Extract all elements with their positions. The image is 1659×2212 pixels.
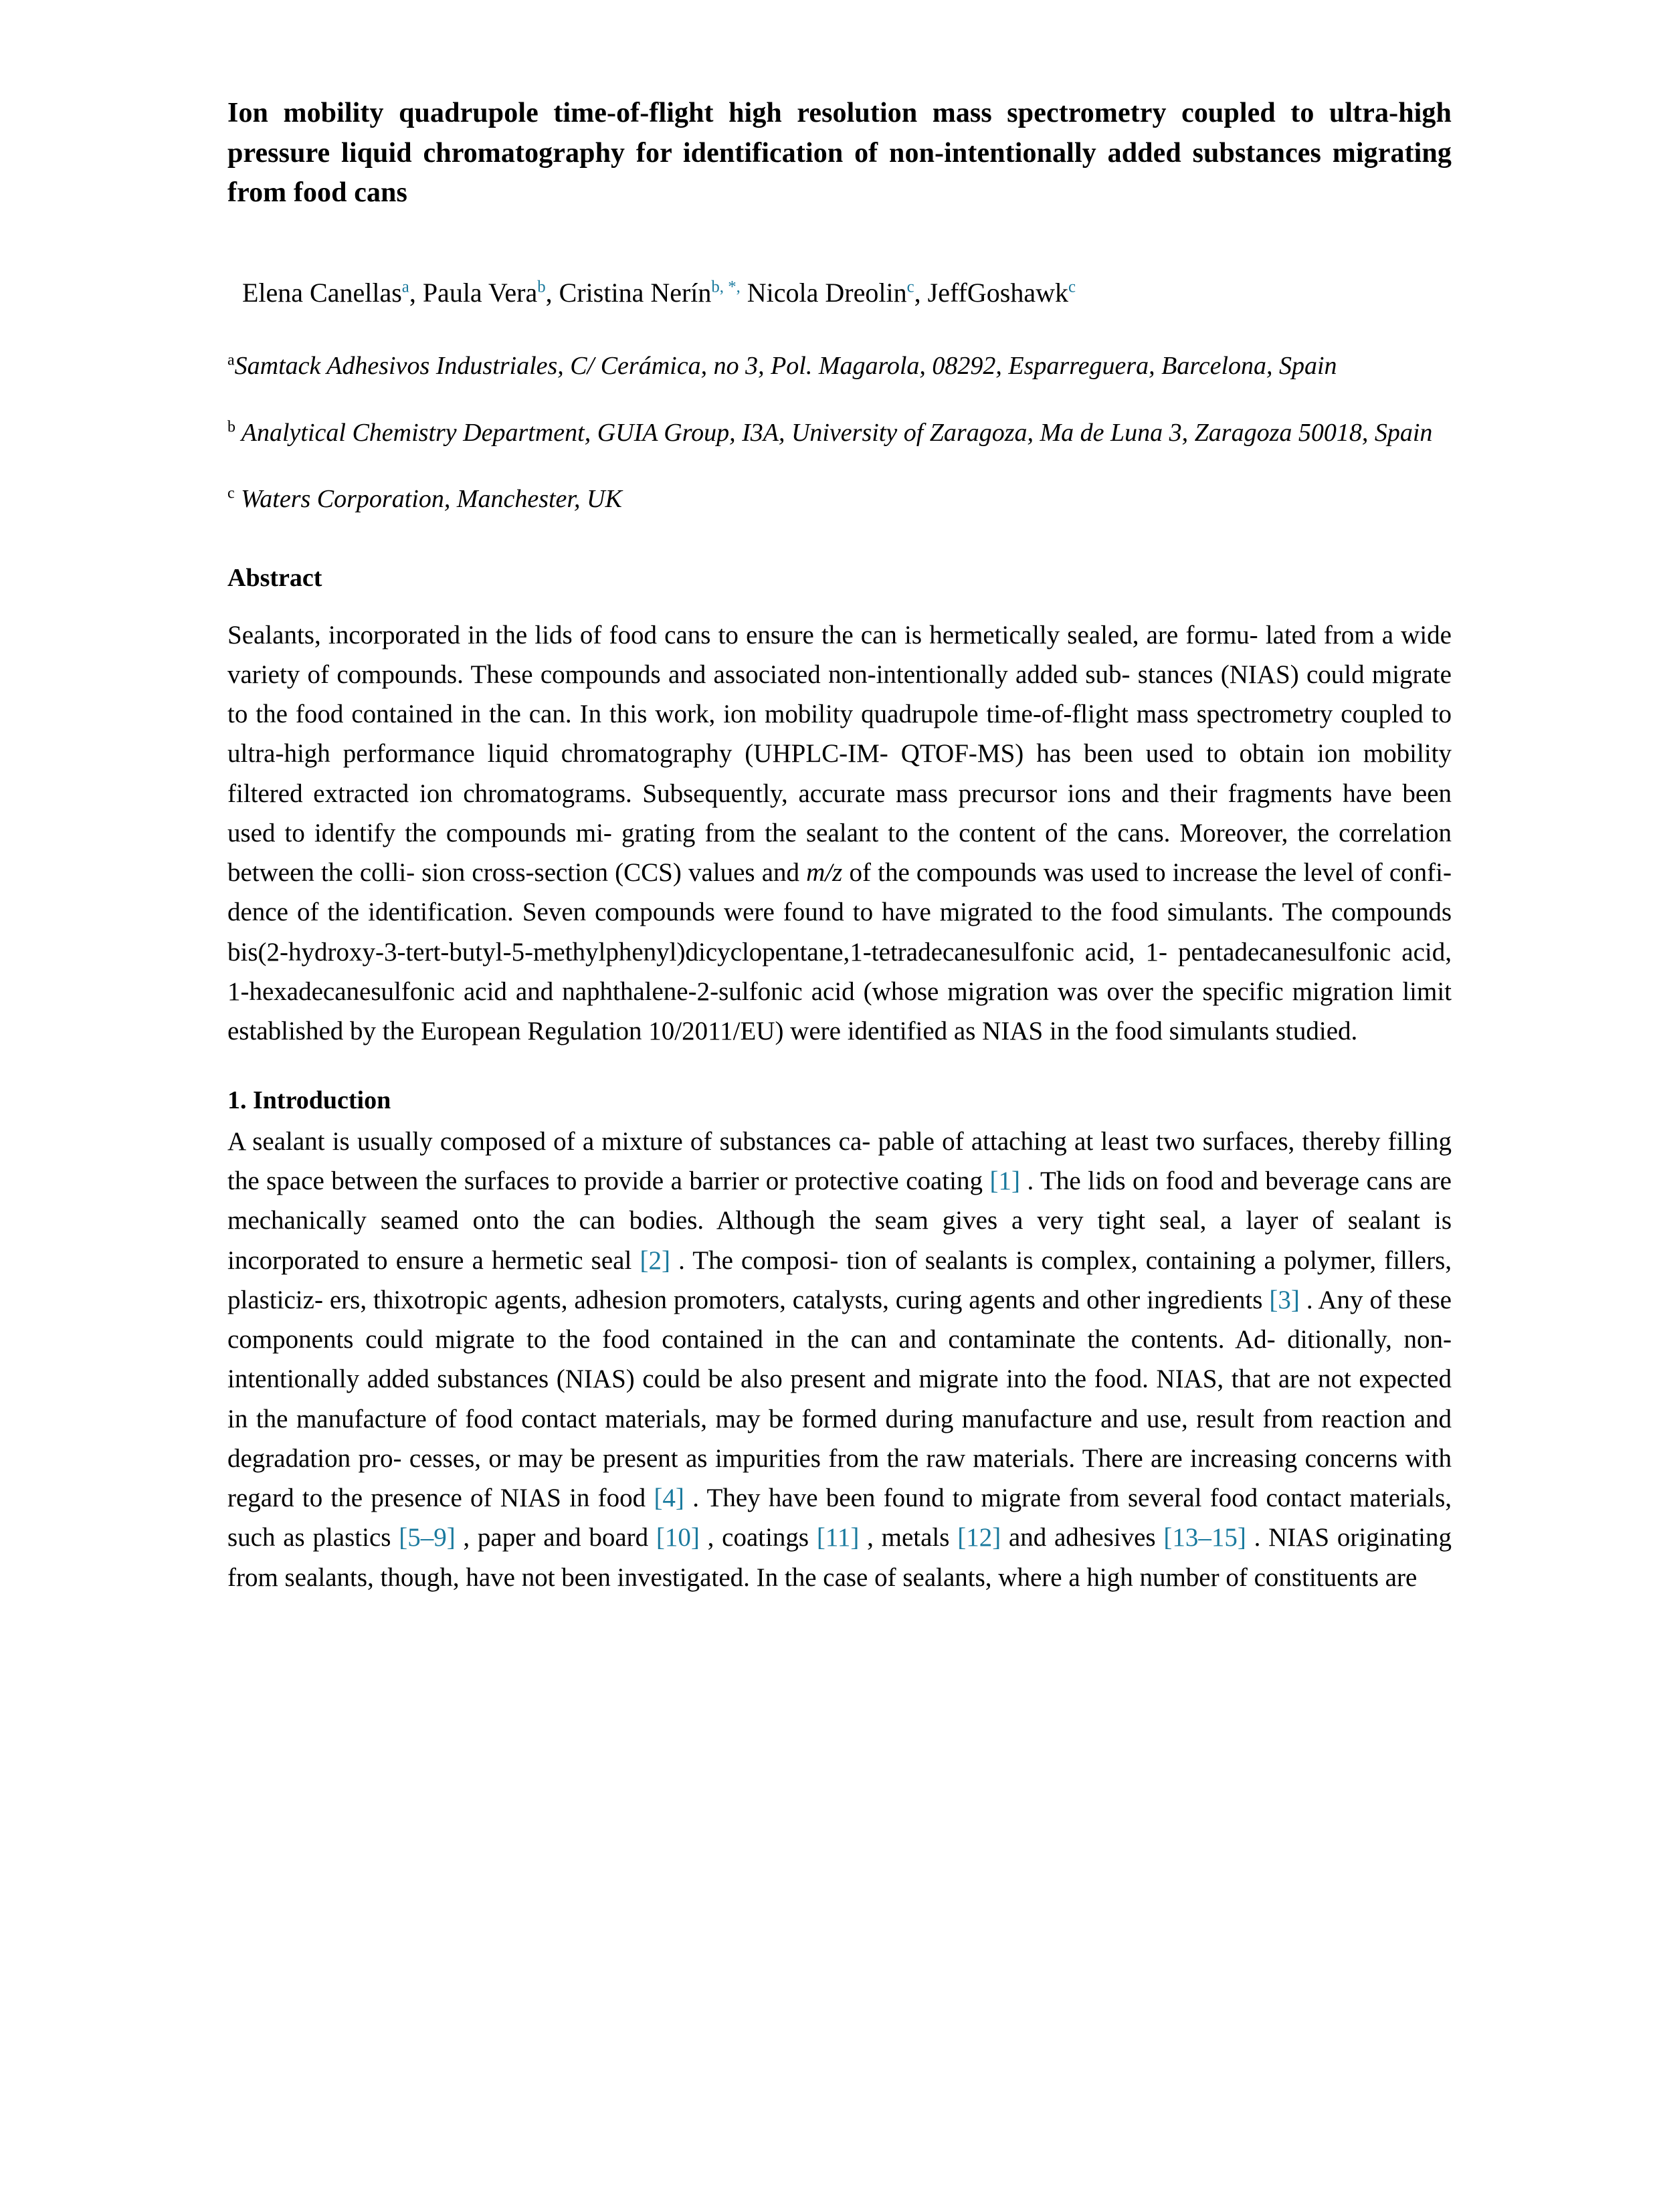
affiliation-text-b: Analytical Chemistry Department, GUIA Group, I3A, University of Zaragoza, Ma de Luna 3, Zaragoza 50018, Spain <box>235 418 1433 447</box>
intro-text-2: . The composi- tion of sealants is complex, containing a polymer, fillers, plasticiz- ers, thixotropic agents, adhesion promoters, catalysts, curing agents and other ingredients <box>227 1245 1452 1314</box>
citation-12[interactable]: [12] <box>957 1523 1001 1552</box>
citation-5-9[interactable]: [5–9] <box>399 1523 456 1552</box>
author-name-4: Nicola Dreolin <box>747 277 907 308</box>
citation-4[interactable]: [4] <box>654 1484 684 1513</box>
page-title: Ion mobility quadrupole time-of-flight high resolution mass spectrometry coupled to ultra-high pressure liquid chromatography for identification of non-intentionally added substances migrating from food cans <box>227 98 1452 209</box>
citation-11[interactable]: [11] <box>816 1523 860 1552</box>
intro-text-6: , coatings <box>699 1523 817 1552</box>
author-separator-2: , <box>545 277 559 308</box>
affiliation-b <box>227 414 1452 453</box>
abstract-heading: Abstract <box>227 564 322 593</box>
introduction-heading: 1. Introduction <box>227 1086 391 1115</box>
abstract-italic-mz: m/z <box>806 858 843 888</box>
citation-10[interactable]: [10] <box>656 1523 700 1552</box>
intro-text-0: A sealant is usually composed of a mixture of substances ca- pable of attaching at least two surfaces, thereby filling the space between the surfaces to provide a barrier or protective coating <box>227 1126 1452 1196</box>
author-affil-marker-3: b <box>711 278 720 296</box>
intro-text-4: . They have been found to migrate from several food contact materials, such as plastics <box>227 1484 1452 1552</box>
affiliation-marker-b: b <box>227 417 235 435</box>
affiliation-c <box>227 480 1452 519</box>
affiliation-marker-a: a <box>227 351 235 369</box>
intro-text-1: . The lids on food and beverage cans are mechanically seamed onto the can bodies. Although the seam gives a very tight seal, a layer of sealant is incorporated to ensure a hermetic seal <box>227 1167 1452 1275</box>
author-affil-marker-4: c <box>906 278 914 296</box>
citation-3[interactable]: [3] <box>1269 1285 1300 1314</box>
citation-2[interactable]: [2] <box>640 1245 670 1275</box>
affiliation-a <box>227 347 1452 386</box>
intro-text-5: , paper and board <box>455 1523 656 1552</box>
author-name-5: JeffGoshawk <box>927 277 1068 308</box>
author-name-3: Cristina Nerín <box>559 277 712 308</box>
page-content <box>227 94 1452 1597</box>
affiliation-marker-c: c <box>227 484 235 502</box>
introduction-paragraph <box>227 1122 1452 1597</box>
author-separator-1: , <box>409 277 423 308</box>
citation-13-15[interactable]: [13–15] <box>1163 1523 1246 1552</box>
author-name-2: Paula Vera <box>422 277 538 308</box>
intro-text-7: , metals <box>859 1523 958 1552</box>
author-affil-marker-5: c <box>1068 278 1076 296</box>
author-name-1: Elena Canellas <box>242 277 402 308</box>
abstract-paragraph <box>227 615 1452 1051</box>
abstract-text-part-1: Sealants, incorporated in the lids of food cans to ensure the can is hermetically sealed, are formu- lated from a wide variety of compounds. These compounds and associated non-intentionally added sub- stances (NIAS) could migrate to the food contained in the can. In this work, ion mobility quadrupole time-of-flight mass spectrometry coupled to ultra-high performance liquid chromatography (UHPLC-IM- QTOF-MS) has been used to obtain ion mobility filtered extracted ion chromatograms. Subsequently, accurate mass precursor ions and their fragments have been used to identify the compounds mi- grating from the sealant to the content of the cans. Moreover, the correlation between the colli- sion cross-section (CCS) values and <box>227 620 1452 888</box>
affiliation-text-c: Waters Corporation, Manchester, UK <box>234 485 622 514</box>
intro-text-8: and adhesives <box>1001 1523 1164 1552</box>
citation-1[interactable]: [1] <box>989 1167 1020 1196</box>
intro-text-3: . Any of these components could migrate to the food contained in the can and contaminate the contents. Ad- ditionally, non-intentionally added substances (NIAS) could be also present and migrate into the food. NIAS, that are not expected in the manufacture of food contact materials, may be formed during manufacture and use, result from reaction and degradation pro- cesses, or may be present as impurities from the raw materials. There are increasing concerns with regard to the presence of NIAS in food <box>227 1285 1452 1513</box>
author-affil-marker-1: a <box>401 278 409 296</box>
abstract-text-part-2: of the compounds was used to increase the level of confi- dence of the identification. Seven compounds were found to have migrated to the food simulants. The compounds bis(2-hydroxy-3-tert-butyl-5-methylphenyl)dicyclopentane,1-tetradecanesulfonic acid, 1- pentadecanesulfonic acid, 1-hexadecanesulfonic acid and naphthalene-2-sulfonic acid (whose migration was over the specific migration limit established by the European Regulation 10/2011/EU) were identified as NIAS in the food simulants studied. <box>227 858 1452 1046</box>
author-affil-marker-2: b <box>537 278 546 296</box>
author-list <box>227 274 1452 312</box>
author-separator-3: , <box>914 277 928 308</box>
corresponding-author-marker: , *, <box>719 278 741 296</box>
affiliation-text-a: Samtack Adhesivos Industriales, C/ Cerámica, no 3, Pol. Magarola, 08292, Esparreguera, Barcelona, Spain <box>234 351 1337 380</box>
intro-text-9: . NIAS originating from sealants, though, have not been investigated. In the case of sealants, where a high number of constituents are <box>227 1523 1452 1592</box>
